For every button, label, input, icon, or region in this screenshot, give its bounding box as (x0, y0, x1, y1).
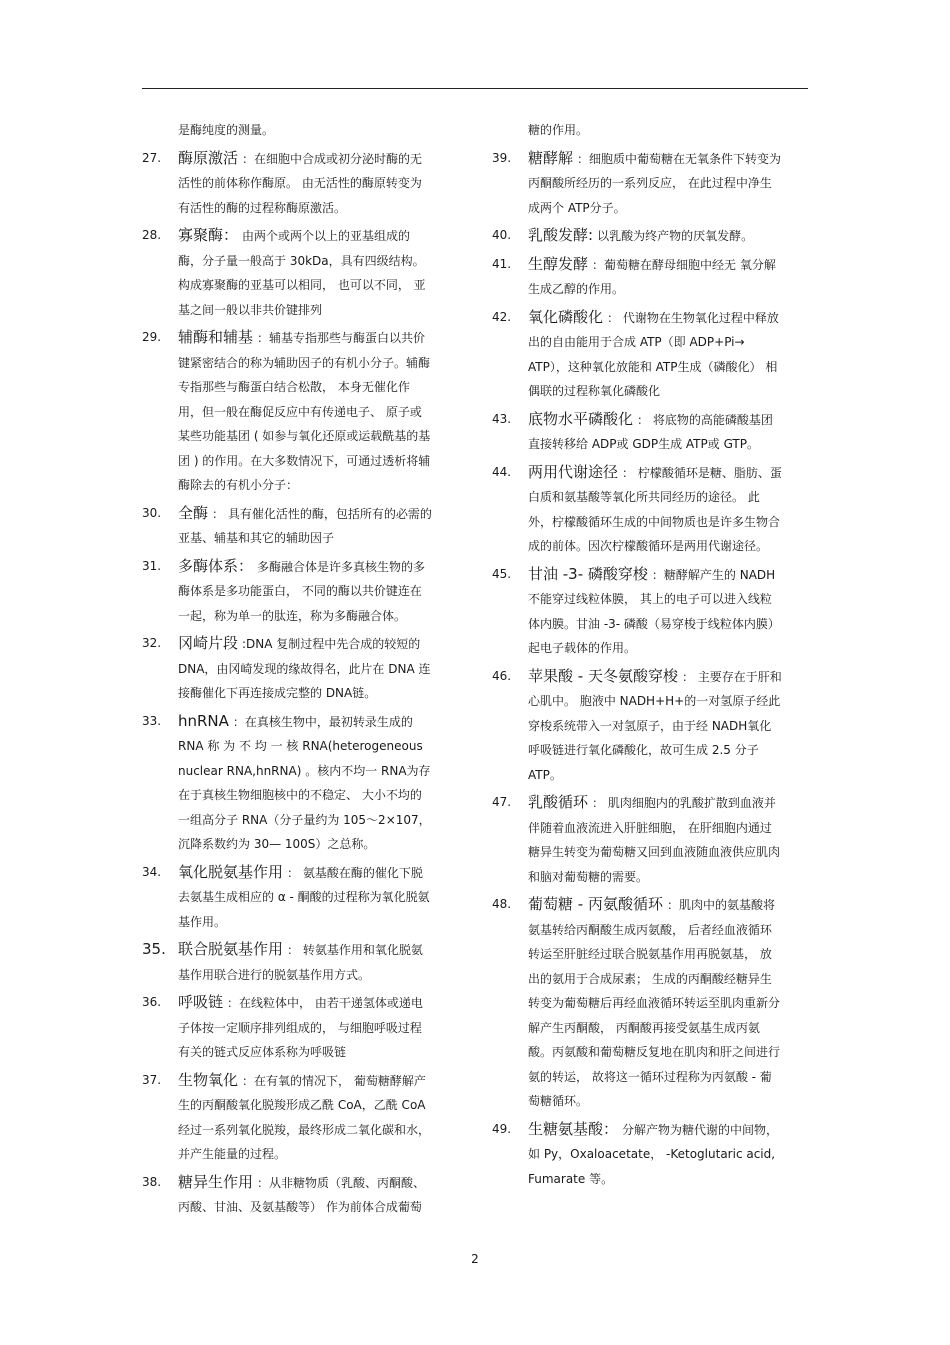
entry-number: 28. (142, 228, 162, 242)
glossary-entry (492, 460, 782, 559)
entry-definition: ：在真核生物中，最初转录生成的 RNA 称 为 不 均 一 核 RNA(heterogeneous nuclear RNA,hnRNA) 。核内不均一 RNA为存在于真核生物细胞核中的不稳定、 大小不均的一组高分子 RNA（分子量约为 105～2×107，沉降系数约为 30— 100S）之总称。 (178, 714, 431, 851)
glossary-entry (492, 1117, 782, 1192)
entry-term: 生物氧化 (178, 1070, 239, 1089)
entry-number: 33. (142, 713, 162, 728)
entry-term: 联合脱氨基作用 (178, 940, 284, 958)
entry-term: 冈崎片段 (178, 634, 239, 652)
right-column (492, 118, 782, 1194)
glossary-entry (142, 554, 432, 629)
entry-definition: ：肌肉中的氨基酸将氨基转给丙酮酸生成丙氨酸， 后者经血液循环转运至肝脏经过联合脱氨基作用再脱氨基， 放出的氨用于合成尿素； 生成的丙酮酸经糖异生转变为葡萄糖后再经血液循环转运至肌肉重新分解产生丙酮酸， 丙酮酸再接受氨基生成丙氨酸。丙氨酸和葡萄糖反复地在肌肉和肝之间进行氨的转运， 故将这一循环过程称为丙氨酸 - 葡萄糖循环。 (528, 898, 781, 1108)
entry-number: 40. (492, 228, 512, 242)
entry-definition: ： 将底物的高能磷酸基团直接转移给 ADP或 GDP生成 ATP或 GTP。 (528, 412, 773, 451)
entry-term: 乳酸循环 (528, 793, 589, 811)
entry-term: 底物水平磷酸化 (528, 409, 634, 428)
entry-definition: ： 主要存在于肝和心肌中。 胞液中 NADH+H+的一对氢原子经此穿梭系统带入一对氢原子，由于经 NADH氧化呼吸链进行氧化磷酸化，故可生成 2.5 分子 ATP。 (528, 669, 782, 782)
entry-term: 甘油 -3- 磷酸穿梭 (528, 564, 648, 583)
glossary-entry (492, 407, 782, 457)
entry-term: 多酶体系： (178, 556, 254, 575)
glossary-entry (492, 790, 782, 889)
header-rule (142, 88, 808, 89)
entry-number: 36. (142, 995, 162, 1009)
glossary-entry (142, 325, 432, 498)
entry-term: 生糖氨基酸： (528, 1119, 619, 1138)
glossary-entry (142, 1170, 432, 1220)
left-column (142, 118, 432, 1223)
entry-term: 糖异生作用 (178, 1172, 254, 1191)
glossary-entry (492, 146, 782, 221)
glossary-entry (492, 562, 782, 661)
glossary-entry (142, 223, 432, 322)
entry-term: 呼吸链 (178, 993, 224, 1011)
glossary-entry (142, 146, 432, 221)
glossary-entry (492, 305, 782, 404)
entry-definition: 多酶融合体是许多真核生物的多酶体系是多功能蛋白， 不同的酶以共价键连在一起，称为单一的肽连，称为多酶融合体。 (178, 559, 426, 623)
entry-definition: 分解产物为糖代谢的中间物，如 Py，Oxaloacetate， -Ketoglutaric acid, Fumarate 等。 (528, 1122, 779, 1186)
entry-number: 32. (142, 636, 162, 650)
entry-definition: ：糖酵解产生的 NADH不能穿过线粒体膜， 其上的电子可以进入线粒体内膜。甘油 -3- 磷酸（易穿梭于线粒体内膜）起电子载体的作用。 (528, 567, 780, 655)
entry-definition: ： 转氨基作用和氧化脱氨基作用联合进行的脱氨基作用方式。 (178, 943, 423, 982)
entry-definition: 以乳酸为终产物的厌氧发酵。 (597, 229, 754, 243)
entry-number: 31. (142, 558, 162, 573)
entry-number: 39. (492, 150, 512, 165)
entry-number: 49. (492, 1121, 512, 1136)
entry-term: 糖酵解 (528, 148, 574, 167)
entry-definition: ：在线粒体中， 由若干递氢体或递电子体按一定顺序排列组成的， 与细胞呼吸过程有关的链式反应体系称为呼吸链 (178, 996, 423, 1059)
entry-number: 34. (142, 864, 162, 879)
glossary-entry (142, 860, 432, 935)
entry-number: 41. (492, 256, 512, 271)
entry-number: 38. (142, 1174, 162, 1189)
entry-definition: ： 代谢物在生物氧化过程中释放出的自由能用于合成 ATP（即 ADP+Pi→ ATP），这种氧化放能和 ATP生成（磷酸化） 相偶联的过程称氧化磷酸化 (528, 310, 779, 398)
entry-term: 葡萄糖 - 丙氨酸循环 (528, 895, 663, 913)
entry-term: 乳酸发酵: (528, 226, 594, 244)
glossary-entry (142, 501, 432, 551)
page-number: 2 (471, 1252, 479, 1266)
glossary-entry (492, 892, 782, 1114)
glossary-entry (142, 990, 432, 1065)
entry-number: 44. (492, 464, 512, 479)
glossary-entry (492, 223, 782, 249)
glossary-entry (142, 631, 432, 706)
entry-definition: ：葡萄糖在酵母细胞中经无 氧分解生成乙醇的作用。 (528, 257, 776, 296)
entry-term: 两用代谢途径 (528, 462, 619, 481)
glossary-entry (492, 664, 782, 788)
entry-term: hnRNA (178, 711, 229, 730)
entry-definition: ： 具有催化活性的酶，包括所有的必需的亚基、辅基和其它的辅助因子 (178, 506, 432, 545)
entry-definition: 由两个或两个以上的亚基组成的酶，分子量一般高于 30kDa，具有四级结构。构成寡聚酶的亚基可以相同， 也可以不同， 亚基之间一般以非共价键排列 (178, 229, 426, 317)
entry-definition: ：在细胞中合成或初分泌时酶的无活性的前体称作酶原。 由无活性的酶原转变为有活性的酶的过程称酶原激活。 (178, 151, 423, 215)
entry-definition: :DNA 复制过程中先合成的较短的 DNA，由冈崎发现的缘故得名，此片在 DNA 连接酶催化下再连接成完整的 DNA链。 (178, 637, 431, 700)
entry-number: 35. (142, 940, 166, 958)
entry-term: 苹果酸 - 天冬氨酸穿梭 (528, 666, 678, 685)
entry-definition: ：在有氧的情况下， 葡萄糖酵解产生的丙酮酸氧化脱羧形成乙酰 CoA，乙酰 CoA 经过一系列氧化脱羧，最终形成二氧化碳和水，并产生能量的过程。 (178, 1073, 431, 1161)
entry-term: 寡聚酶： (178, 226, 239, 244)
glossary-entry (142, 937, 432, 987)
entry-term: 辅酶和辅基 (178, 328, 254, 346)
glossary-entry (492, 252, 782, 302)
entry-number: 29. (142, 330, 162, 344)
entry-definition: ：从非糖物质（乳酸、丙酮酸、丙酸、甘油、及氨基酸等） 作为前体合成葡萄 (178, 1175, 426, 1214)
entry-number: 27. (142, 150, 162, 165)
entry-definition: ： 柠檬酸循环是糖、脂肪、蛋白质和氨基酸等氧化所共同经历的途径。 此外，柠檬酸循环生成的中间物质也是许多生物合成的前体。因次柠檬酸循环是两用代谢途径。 (528, 465, 782, 553)
entry-term: 生醇发酵 (528, 254, 589, 273)
entry-definition: ：细胞质中葡萄糖在无氧条件下转变为丙酮酸所经历的一系列反应， 在此过程中净生成两个 ATP分子。 (528, 151, 782, 215)
entry-term: 全酶 (178, 503, 209, 522)
glossary-entry (142, 709, 432, 857)
entry-number: 48. (492, 897, 512, 911)
continuation-text: 是酶纯度的测量。 (178, 123, 275, 137)
entry-number: 30. (142, 505, 162, 520)
entry-number: 42. (492, 309, 512, 324)
glossary-entry (142, 1068, 432, 1167)
entry-number: 43. (492, 411, 512, 426)
entry-term: 氧化磷酸化 (528, 307, 604, 326)
entry-definition: ： 氨基酸在酶的催化下脱去氨基生成相应的 α - 酮酸的过程称为氧化脱氨基作用。 (178, 865, 430, 929)
continuation-text: 糖的作用。 (528, 123, 589, 137)
entry-number: 37. (142, 1072, 162, 1087)
entry-number: 46. (492, 668, 512, 683)
entry-term: 酶原激活 (178, 148, 239, 167)
entry-number: 47. (492, 795, 512, 809)
entry-number: 45. (492, 566, 512, 581)
entry-definition: ： 肌肉细胞内的乳酸扩散到血液并伴随着血液流进入肝脏细胞， 在肝细胞内通过糖异生转变为葡萄糖又回到血液随血液供应肌肉和脑对葡萄糖的需要。 (528, 796, 781, 884)
entry-definition: ：辅基专指那些与酶蛋白以共价键紧密结合的称为辅助因子的有机小分子。辅酶专指那些与酶蛋白结合松散， 本身无催化作用，但一般在酶促反应中有传递电子、 原子或某些功能基团 ( 如参与氧化还原或运载酰基的基团 ) 的作用。在大多数情况下，可通过透析将辅酶除去的有机小分子： (178, 331, 431, 492)
entry-term: 氧化脱氨基作用 (178, 862, 284, 881)
